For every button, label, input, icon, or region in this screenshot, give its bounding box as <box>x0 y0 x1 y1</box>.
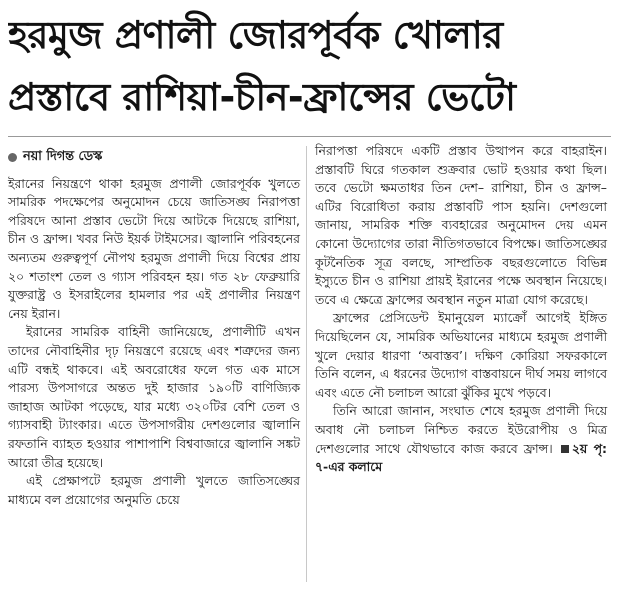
column-divider <box>306 146 307 582</box>
headline <box>8 4 611 128</box>
square-icon <box>561 445 569 453</box>
paragraph-5: ফ্রান্সের প্রেসিডেন্ট ইমানুয়েল ম্যাক্রোঁ আগেই ইঙ্গিত দিয়েছিলেন যে, সামরিক অভিযানের মাধ্যমে হরমুজ প্রণালী খুলে দেয়ার ধারণা ‘অবাস্তব’। দক্ষিণ কোরিয়া সফরকালে তিনি বলেন, এ ধরনের উদ্যোগ বাস্তবায়নে দীর্ঘ সময় লাগবে এবং এতে নৌ চলাচল আরো ঝুঁকির মুখে পড়বে। <box>315 310 607 400</box>
bullet-icon <box>8 153 17 162</box>
article-column-left <box>8 142 300 509</box>
continuation-jump: ২য় পৃ: ৭-এর কলামে <box>315 440 607 475</box>
headline-line-1: হরমুজ প্রণালী জোরপূর্বক খোলার <box>8 13 503 57</box>
article-column-right <box>315 142 607 477</box>
dateline-text: নয়া দিগন্ত ডেস্ক <box>23 149 103 164</box>
paragraph-3: এই প্রেক্ষাপটে হরমুজ প্রণালী খুলতে জাতিসঙ্ঘের মাধ্যমে বল প্রয়োগের অনুমতি চেয়ে <box>8 473 300 507</box>
paragraph-6-text: তিনি আরো জানান, সংঘাত শেষে হরমুজ প্রণালী দিয়ে অবাধ নৌ চলাচল নিশ্চিত করতে ইউরোপীয় ও মিত্র দেশগুলোর সাথে যৌথভাবে কাজ করবে ফ্রান্স। <box>315 403 607 456</box>
headline-line-2: প্রস্তাবে রাশিয়া-চীন-ফ্রান্সের ভেটো <box>8 75 516 119</box>
paragraph-1: ইরানের নিয়ন্ত্রণে থাকা হরমুজ প্রণালী জোরপূর্বক খুলতে সামরিক পদক্ষেপের অনুমোদন চেয়ে জাতিসঙ্ঘ নিরাপত্তা পরিষদে আনা প্রস্তাব ভেটো দিয়ে আটকে দিয়েছে রাশিয়া, চীন ও ফ্রান্স। খবর নিউ ইয়র্ক টাইমসের। জ্বালানি পরিবহনের অন্যতম গুরুত্বপূর্ণ নৌপথ হরমুজ প্রণালী দিয়ে বিশ্বের প্রায় ২০ শতাংশ তেল ও গ্যাস পরিবহন হয়। গত ২৮ ফেব্রুয়ারি যুক্তরাষ্ট্র ও ইসরাইলের হামলার পর এই প্রণালীর নিয়ন্ত্রণ নেয় ইরান। <box>8 175 300 321</box>
headline-rule <box>8 136 611 137</box>
paragraph-4: নিরাপত্তা পরিষদে একটি প্রস্তাব উত্থাপন করে বাহরাইন। প্রস্তাবটি ঘিরে গতকাল শুক্রবার ভোট হওয়ার কথা ছিল। তবে ভেটো ক্ষমতাধর তিন দেশ– রাশিয়া, চীন ও ফ্রান্স– এটির বিরোধিতা করায় প্রস্তাবটি পাস হয়নি। দেশগুলো জানায়, সামরিক শক্তি ব্যবহারের অনুমোদন দেয় এমন কোনো উদ্যোগের তারা নীতিগতভাবে বিপক্ষে। জাতিসঙ্ঘের কূটনৈতিক সূত্র বলছে, সাম্প্রতিক বছরগুলোতে বিভিন্ন ইস্যুতে চীন ও রাশিয়া প্রায়ই ইরানের পক্ষে অবস্থান নিয়েছে। তবে এ ক্ষেত্রে ফ্রান্সের অবস্থান নতুন মাত্রা যোগ করেছে। <box>315 143 607 307</box>
paragraph-2: ইরানের সামরিক বাহিনী জানিয়েছে, প্রণালীটি এখন তাদের নৌবাহিনীর দৃঢ় নিয়ন্ত্রণে রয়েছে এবং শত্রুদের জন্য এটি বন্ধই থাকবে। এই অবরোধের ফলে গত এক মাসে পারস্য উপসাগরে অন্তত দুই হাজার ১৯০টি বাণিজ্যিক জাহাজ আটকা পড়েছে, যার মধ্যে ৩২০টির বেশি তেল ও গ্যাসবাহী ট্যাংকার। এতে উপসাগরীয় দেশগুলোর জ্বালানি রফতানি ব্যাহত হওয়ার পাশাপাশি বিশ্ববাজারে জ্বালানি সঙ্কট আরো তীব্র হয়েছে। <box>8 324 300 470</box>
paragraph-6 <box>315 402 607 476</box>
dateline <box>8 148 300 167</box>
